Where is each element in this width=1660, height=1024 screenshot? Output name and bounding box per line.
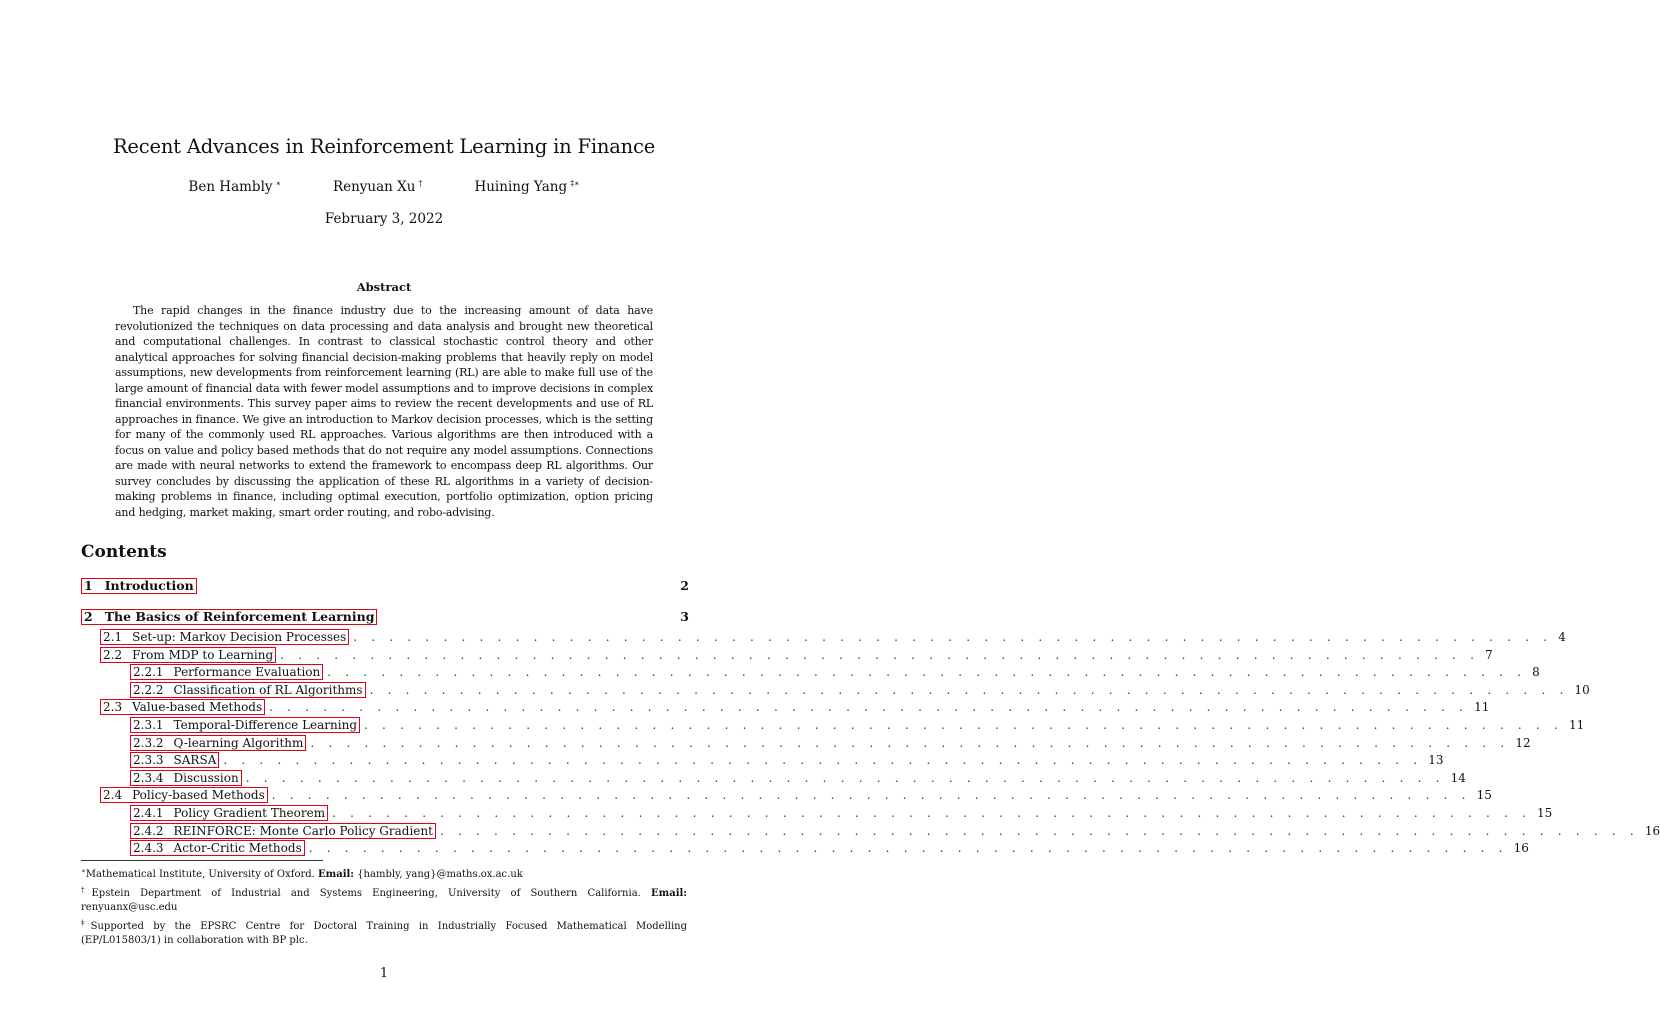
toc-subsection xyxy=(81,664,1540,682)
toc-page-number: 11 xyxy=(1568,717,1585,732)
toc-link[interactable] xyxy=(130,840,305,856)
toc-link[interactable] xyxy=(130,717,360,733)
footnote-text: Epstein Department of Industrial and Systems Engineering, University of Southern California. xyxy=(91,887,652,899)
author xyxy=(333,179,423,195)
toc-link[interactable] xyxy=(100,699,265,715)
toc-link[interactable] xyxy=(100,629,349,645)
toc-link[interactable] xyxy=(130,664,323,680)
toc-label: Q-learning Algorithm xyxy=(173,735,304,750)
email-label: Email: xyxy=(318,869,355,880)
toc-section xyxy=(81,578,689,598)
toc-label: The Basics of Reinforcement Learning xyxy=(104,609,375,624)
toc-page-number: 3 xyxy=(680,609,689,624)
toc-leader-dots: . . . . . . . . . . . . . . . . . . . . . . . . . . . . . . . . . . . . . . . . . . . . . . . . . . . . . . . . . . . . . . . . . . . xyxy=(310,735,1510,750)
toc-subsection xyxy=(81,735,1531,753)
toc-page-number: 10 xyxy=(1574,682,1590,697)
toc-section xyxy=(81,609,689,629)
toc-subsection xyxy=(81,840,1529,858)
author xyxy=(188,179,281,195)
toc-link[interactable] xyxy=(81,609,377,625)
footnote xyxy=(81,916,687,949)
contents-heading: Contents xyxy=(81,542,167,562)
toc-label: Value-based Methods xyxy=(132,700,263,715)
author xyxy=(474,179,579,195)
toc-leader-dots: . . . . . . . . . . . . . . . . . . . . . . . . . . . . . . . . . . . . . . . . . . . . . . . . . . . . . . . . . . . . . . . . . . . xyxy=(280,647,1480,662)
toc-number: 2 xyxy=(84,609,93,624)
toc-number: 2.3.3 xyxy=(133,753,164,768)
toc-page-number: 11 xyxy=(1474,700,1490,715)
page-number: 1 xyxy=(379,966,389,981)
toc-page-number: 15 xyxy=(1476,788,1492,803)
table-of-contents xyxy=(81,578,1660,858)
toc-subsection xyxy=(81,682,1590,700)
toc-link[interactable] xyxy=(130,770,242,786)
toc-page-number: 12 xyxy=(1515,735,1531,750)
toc-number: 2.3.4 xyxy=(133,770,164,785)
toc-number: 2.3 xyxy=(103,700,123,715)
toc-leader-dots: . . . . . . . . . . . . . . . . . . . . . . . . . . . . . . . . . . . . . . . . . . . . . . . . . . . . . . . . . . . . . . . . . . . xyxy=(269,700,1469,715)
toc-page-number: 4 xyxy=(1558,630,1566,644)
toc-label: Performance Evaluation xyxy=(173,665,321,680)
toc-number: 2.2 xyxy=(103,647,123,662)
toc-label: Discussion xyxy=(173,770,239,785)
author-footnote-mark[interactable]: ‡∗ xyxy=(570,179,580,188)
toc-leader-dots: . . . . . . . . . . . . . . . . . . . . . . . . . . . . . . . . . . . . . . . . . . . . . . . . . . . . . . . . . . . . . . . . . . . xyxy=(369,682,1569,697)
toc-label: Policy Gradient Theorem xyxy=(173,805,326,820)
toc-number: 2.4.1 xyxy=(133,805,164,820)
publication-date: February 3, 2022 xyxy=(324,211,444,227)
footnote-mark: ‡ xyxy=(81,918,91,927)
toc-number: 2.1 xyxy=(103,630,123,644)
toc-label: Policy-based Methods xyxy=(132,788,265,803)
author-list xyxy=(0,179,768,195)
footnote-text: Supported by the EPSRC Centre for Doctoral Training in Industrially Focused Mathematical Modelling (EP/L015803/1) in collaboration with BP plc. xyxy=(81,920,687,946)
toc-page-number: 2 xyxy=(680,578,689,593)
footnote-rule xyxy=(81,860,323,861)
toc-link[interactable] xyxy=(130,752,219,768)
toc-subsection xyxy=(81,647,1493,665)
toc-link[interactable] xyxy=(130,805,328,821)
toc-number: 2.3.1 xyxy=(133,717,164,732)
footnote-text: Mathematical Institute, University of Oxford. xyxy=(85,869,319,880)
toc-number: 2.4 xyxy=(103,788,123,803)
author-name: Huining Yang xyxy=(474,179,568,195)
toc-leader-dots: . . . . . . . . . . . . . . . . . . . . . . . . . . . . . . . . . . . . . . . . . . . . . . . . . . . . . . . . . . . . . . . . . . . xyxy=(327,665,1527,680)
toc-subsection xyxy=(81,770,1466,788)
toc-leader-dots: . . . . . . . . . . . . . . . . . . . . . . . . . . . . . . . . . . . . . . . . . . . . . . . . . . . . . . . . . . . . . . . . . . . xyxy=(439,823,1639,838)
toc-link[interactable] xyxy=(130,823,436,839)
toc-leader-dots: . . . . . . . . . . . . . . . . . . . . . . . . . . . . . . . . . . . . . . . . . . . . . . . . . . . . . . . . . . . . . . . . . . . xyxy=(308,841,1508,856)
toc-page-number: 16 xyxy=(1644,823,1660,838)
toc-subsection xyxy=(81,717,1585,735)
abstract-heading: Abstract xyxy=(356,280,412,294)
toc-number: 2.3.2 xyxy=(133,735,164,750)
toc-subsection xyxy=(81,805,1553,823)
toc-label: From MDP to Learning xyxy=(132,647,274,662)
toc-number: 2.2.2 xyxy=(133,682,164,697)
toc-label: Classification of RL Algorithms xyxy=(173,682,363,697)
footnote-mark: ∗ xyxy=(81,867,86,875)
toc-leader-dots: . . . . . . . . . . . . . . . . . . . . . . . . . . . . . . . . . . . . . . . . . . . . . . . . . . . . . . . . . . . . . . . . . . . xyxy=(245,770,1445,785)
toc-page-number: 13 xyxy=(1428,753,1444,768)
author-name: Renyuan Xu xyxy=(332,179,416,195)
footnote xyxy=(81,864,687,883)
email-label: Email: xyxy=(651,887,687,899)
toc-label: Set-up: Markov Decision Processes xyxy=(132,630,347,644)
toc-number: 2.2.1 xyxy=(133,665,164,680)
toc-label: Actor-Critic Methods xyxy=(173,841,302,856)
author-footnote-mark[interactable]: † xyxy=(418,179,423,188)
toc-leader-dots: . . . . . . . . . . . . . . . . . . . . . . . . . . . . . . . . . . . . . . . . . . . . . . . . . . . . . . . . . . . . . . . . . . . xyxy=(353,630,1553,644)
toc-link[interactable] xyxy=(130,735,306,751)
toc-link[interactable] xyxy=(81,578,197,594)
toc-label: SARSA xyxy=(173,753,217,768)
toc-number: 1 xyxy=(84,578,93,593)
author-name: Ben Hambly xyxy=(188,179,273,195)
toc-link[interactable] xyxy=(130,682,366,698)
toc-subsection xyxy=(81,629,1566,647)
toc-subsection xyxy=(81,787,1492,805)
toc-subsection xyxy=(81,752,1444,770)
author-footnote-mark[interactable]: ∗ xyxy=(275,179,281,188)
footnote-mark: † xyxy=(81,885,92,894)
footnote-email: {hambly, yang}@maths.ox.ac.uk xyxy=(354,869,523,880)
toc-page-number: 16 xyxy=(1513,841,1529,856)
toc-subsection xyxy=(81,699,1490,717)
toc-number: 2.4.2 xyxy=(133,823,164,838)
toc-leader-dots: . . . . . . . . . . . . . . . . . . . . . . . . . . . . . . . . . . . . . . . . . . . . . . . . . . . . . . . . . . . . . . . . . . . xyxy=(223,753,1423,768)
toc-leader-dots: . . . . . . . . . . . . . . . . . . . . . . . . . . . . . . . . . . . . . . . . . . . . . . . . . . . . . . . . . . . . . . . . . . . xyxy=(364,717,1563,732)
toc-leader-dots: . . . . . . . . . . . . . . . . . . . . . . . . . . . . . . . . . . . . . . . . . . . . . . . . . . . . . . . . . . . . . . . . . . . xyxy=(271,788,1471,803)
toc-number: 2.4.3 xyxy=(133,841,164,856)
toc-page-number: 7 xyxy=(1485,647,1493,662)
footnote-email: renyuanx@usc.edu xyxy=(81,902,178,913)
toc-page-number: 14 xyxy=(1450,770,1466,785)
toc-subsection xyxy=(81,823,1660,841)
abstract-text: The rapid changes in the finance industry due to the increasing amount of data have revolutionized the techniques on data processing and data analysis and brought new theoretical and computational challenges. In contrast to classical stochastic control theory and other analytical approaches for solving financial decision-making problems that heavily reply on model assumptions, new developments from reinforcement learning (RL) are able to make full use of the large amount of financial data with fewer model assumptions and to improve decisions in complex financial environments. This survey paper aims to review the recent developments and use of RL approaches in finance. We give an introduction to Markov decision processes, which is the setting for many of the commonly used RL approaches. Various algorithms are then introduced with a focus on value and policy based methods that do not require any model assumptions. Connections are made with neural networks to extend the framework to encompass deep RL algorithms. Our survey concludes by discussing the application of these RL algorithms in a variety of decision-making problems in finance, including optimal execution, portfolio optimization, option pricing and hedging, market making, smart order routing, and robo-advising. xyxy=(115,304,653,519)
toc-leader-dots: . . . . . . . . . . . . . . . . . . . . . . . . . . . . . . . . . . . . . . . . . . . . . . . . . . . . . . . . . . . . . . . . . . . xyxy=(332,805,1532,820)
toc-link[interactable] xyxy=(100,647,276,663)
footnotes xyxy=(81,864,687,949)
toc-page-number: 15 xyxy=(1537,805,1553,820)
toc-page-number: 8 xyxy=(1532,665,1540,680)
toc-label: Introduction xyxy=(104,578,194,593)
footnote xyxy=(81,883,687,916)
paper-title: Recent Advances in Reinforcement Learning in Finance xyxy=(112,135,656,158)
toc-label: Temporal-Difference Learning xyxy=(173,717,358,732)
toc-link[interactable] xyxy=(100,787,268,803)
toc-label: REINFORCE: Monte Carlo Policy Gradient xyxy=(173,823,433,838)
